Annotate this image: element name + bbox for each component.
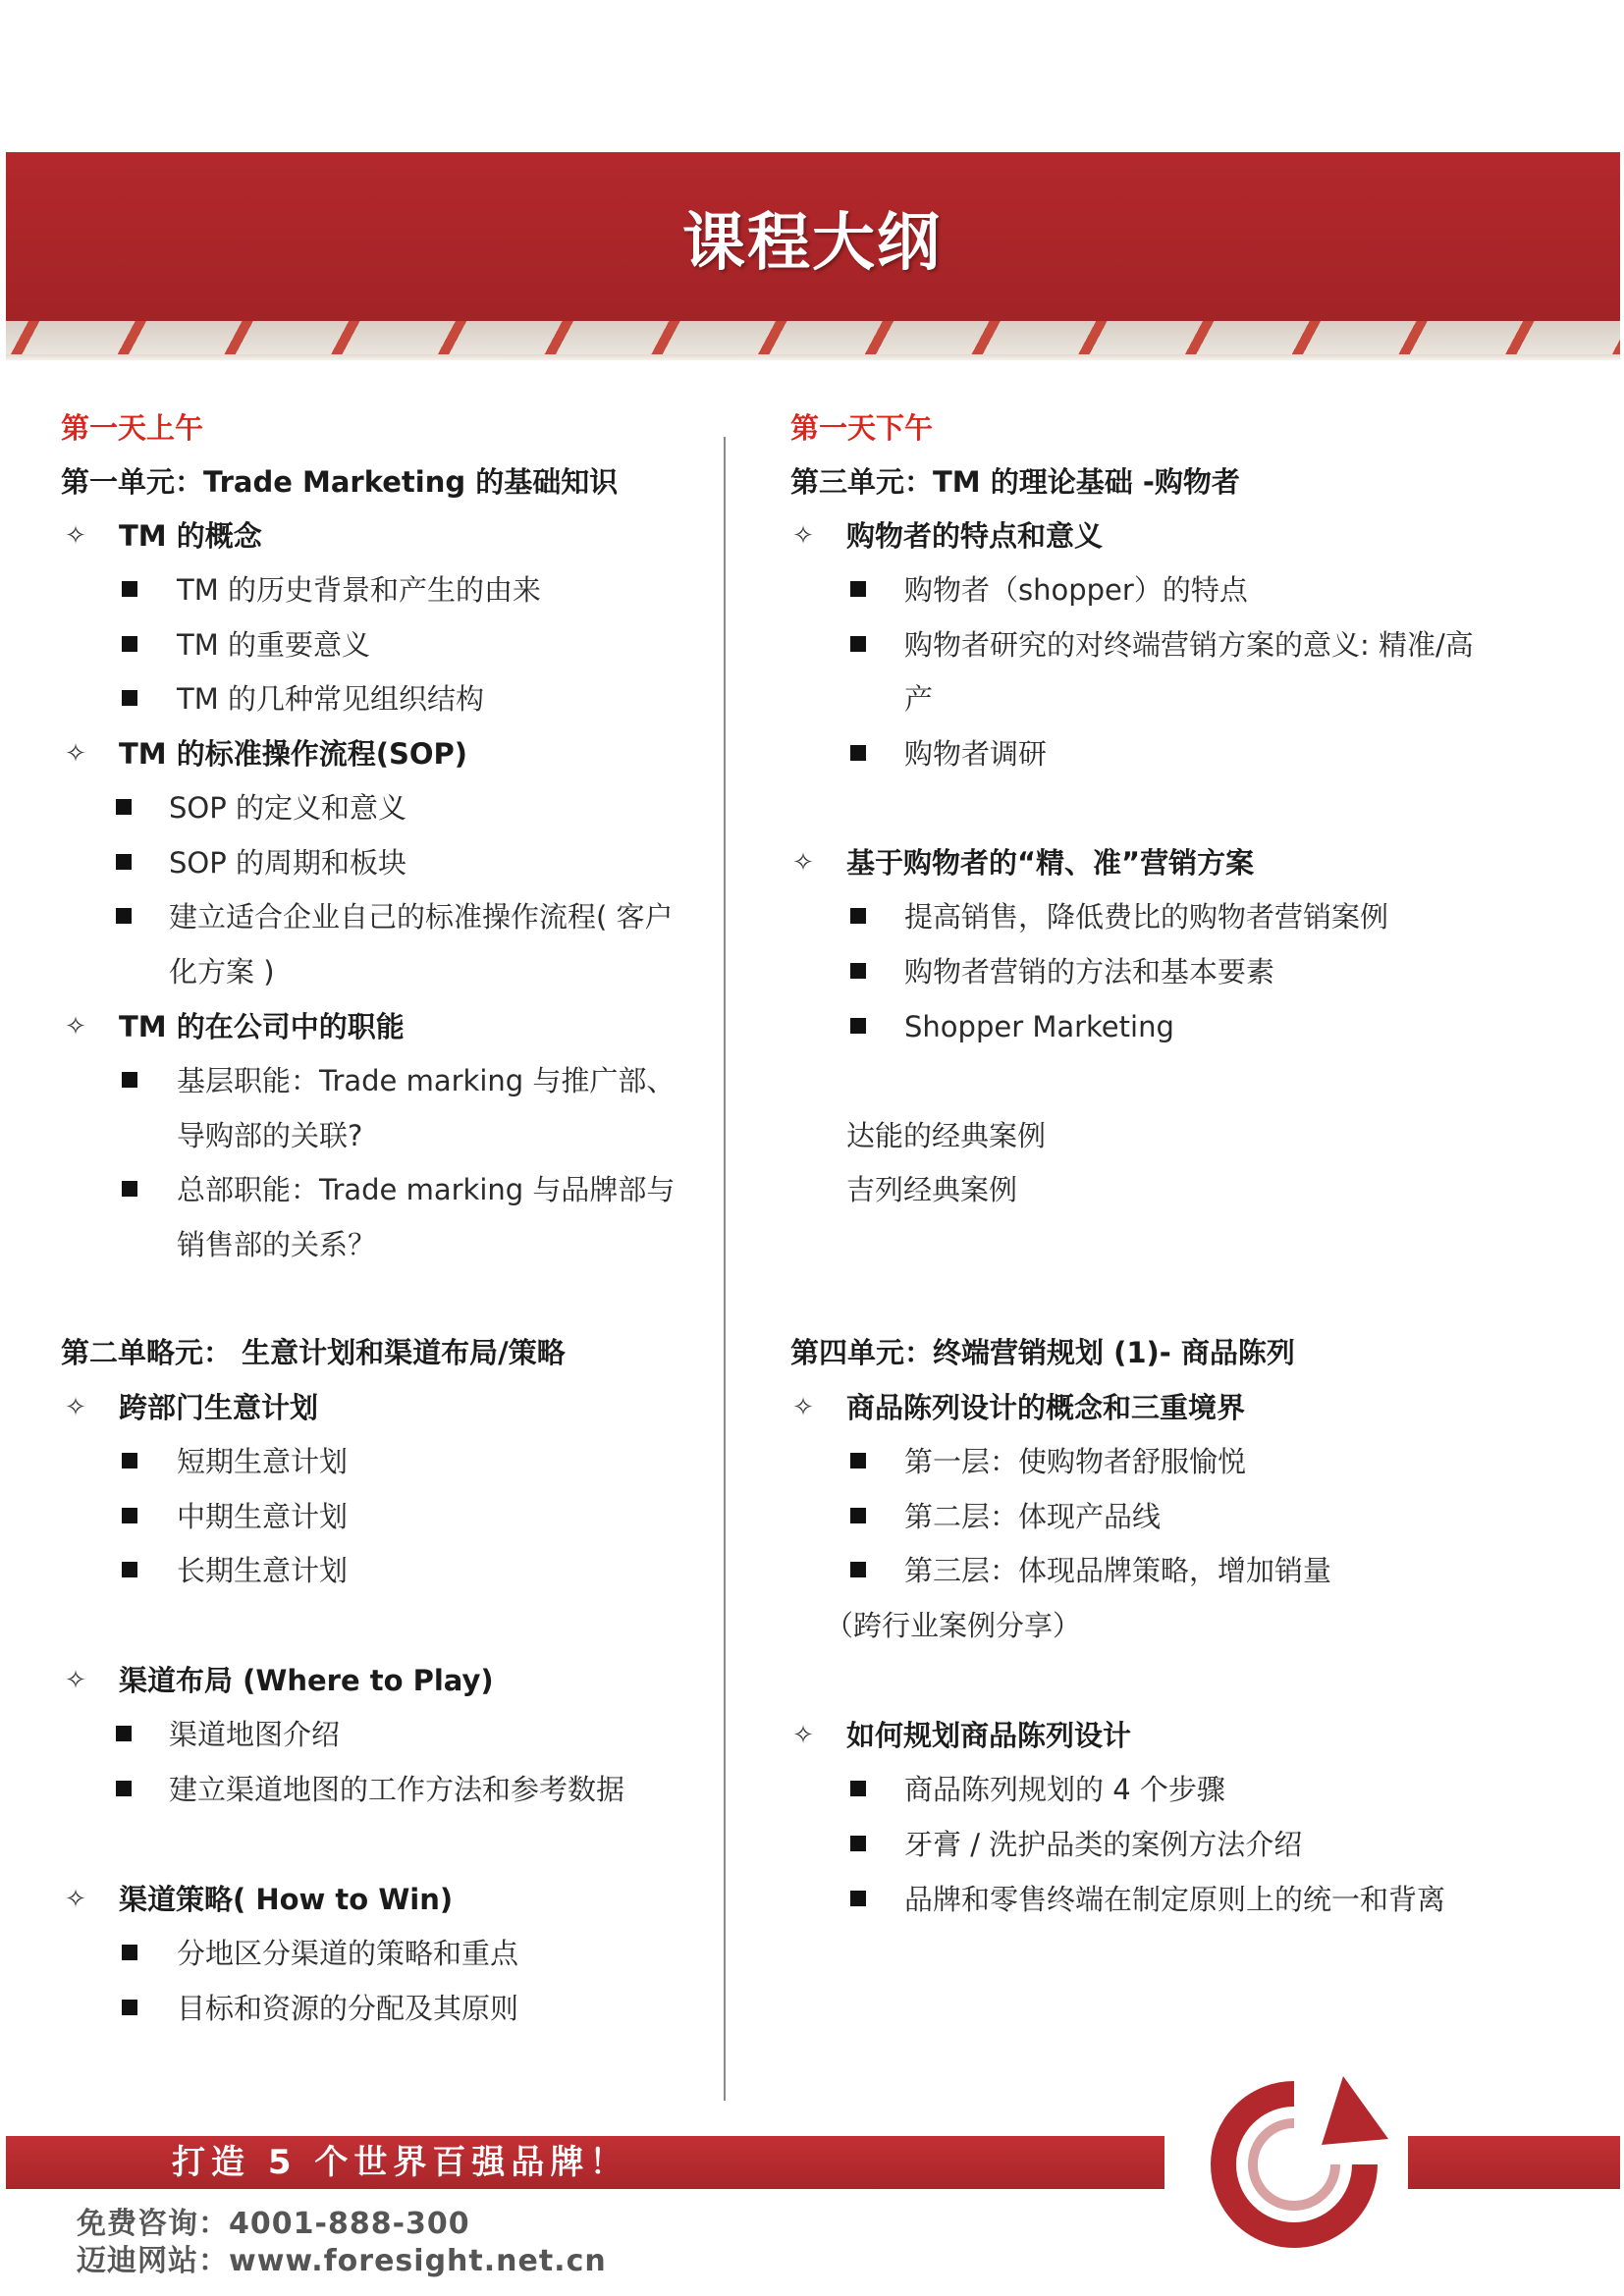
list-item: 第三层：体现品牌策略，增加销量 [904,1554,1332,1587]
list-item: 分地区分渠道的策略和重点 [177,1937,519,1970]
diamond-star-icon: ✧ [65,1885,86,1914]
list-item: 基层职能：Trade marking 与推广部、 [177,1064,676,1097]
diamond-star-icon: ✧ [792,848,814,878]
unit2-topic-1: 跨部门生意计划 [119,1391,319,1424]
list-item-continued: 销售部的关系？ [177,1228,377,1261]
unit4-topic-2: 如何规划商品陈列设计 [846,1719,1132,1752]
square-bullet-icon [116,799,132,815]
square-bullet-icon [850,908,866,924]
footer-website: 迈迪网站：www.foresight.net.cn [77,2244,607,2278]
square-bullet-icon [850,1562,866,1577]
right-day-heading: 第一天下午 [790,411,934,445]
unit2-title: 第二单略元： 生意计划和渠道布局/策略 [61,1336,566,1369]
unit3-title: 第三单元：TM 的理论基础 -购物者 [790,465,1240,499]
unit4-title: 第四单元：终端营销规划 (1)- 商品陈列 [790,1336,1295,1369]
list-item: SOP 的定义和意义 [169,791,406,825]
unit1-topic-3: TM 的在公司中的职能 [119,1010,405,1043]
diamond-star-icon: ✧ [65,1012,86,1041]
list-item: 中期生意计划 [177,1500,349,1533]
square-bullet-icon [122,636,137,652]
square-bullet-icon [850,1453,866,1468]
case-item: 吉列经典案例 [846,1173,1018,1206]
diamond-star-icon: ✧ [65,521,86,551]
square-bullet-icon [850,1891,866,1906]
diamond-star-icon: ✧ [65,1666,86,1695]
list-item: 第二层：体现产品线 [904,1500,1162,1533]
unit1-topic-1: TM 的概念 [119,519,262,553]
list-item: 购物者（shopper）的特点 [904,573,1248,607]
list-item: TM 的几种常见组织结构 [177,682,484,716]
list-item: 第一层：使购物者舒服愉悦 [904,1445,1247,1478]
list-item: 购物者调研 [904,737,1048,771]
list-item: 购物者营销的方法和基本要素 [904,955,1275,988]
square-bullet-icon [116,1726,132,1741]
square-bullet-icon [116,854,132,870]
left-day-heading: 第一天上午 [61,411,204,445]
list-item: 提高销售，降低费比的购物者营销案例 [904,900,1389,934]
unit3-topic-2: 基于购物者的“精、准”营销方案 [846,846,1255,880]
footer-bar-right [1408,2136,1620,2189]
list-item: 渠道地图介绍 [169,1718,341,1751]
list-item-continued: 化方案 ) [169,955,275,988]
unit4-topic-1: 商品陈列设计的概念和三重境界 [846,1391,1246,1424]
list-item: SOP 的周期和板块 [169,846,406,880]
list-item: 建立渠道地图的工作方法和参考数据 [169,1773,625,1806]
list-item: 品牌和零售终端在制定原则上的统一和背离 [904,1883,1446,1916]
list-item: 总部职能：Trade marking 与品牌部与 [177,1173,676,1206]
diamond-star-icon: ✧ [792,1393,814,1422]
square-bullet-icon [116,908,132,924]
list-item: 短期生意计划 [177,1445,349,1478]
list-item: 目标和资源的分配及其原则 [177,1992,519,2025]
square-bullet-icon [122,690,137,706]
unit3-topic-1: 购物者的特点和意义 [846,519,1104,553]
list-item: TM 的重要意义 [177,628,370,662]
diamond-star-icon: ✧ [65,739,86,769]
column-divider [724,437,726,2101]
case-note: （跨行业案例分享） [825,1609,1082,1642]
footer-slogan: 打造 5 个世界百强品牌！ [172,2143,629,2182]
unit2-topic-2: 渠道布局 (Where to Play) [119,1664,494,1697]
diamond-star-icon: ✧ [792,1721,814,1750]
square-bullet-icon [850,636,866,652]
diamond-star-icon: ✧ [792,521,814,551]
footer-phone: 免费咨询：4001-888-300 [77,2207,470,2241]
unit1-title: 第一单元：Trade Marketing 的基础知识 [61,465,619,499]
list-item: 建立适合企业自己的标准操作流程( 客户 [169,900,674,934]
square-bullet-icon [850,581,866,597]
square-bullet-icon [850,963,866,979]
decorative-stripes [6,321,1620,360]
square-bullet-icon [116,1781,132,1796]
list-item: TM 的历史背景和产生的由来 [177,573,541,607]
square-bullet-icon [850,1836,866,1851]
square-bullet-icon [122,1508,137,1523]
circular-arrow-logo-icon [1196,2066,1392,2263]
square-bullet-icon [122,1072,137,1088]
list-item: Shopper Marketing [904,1010,1174,1043]
case-item: 达能的经典案例 [846,1119,1047,1152]
square-bullet-icon [850,1781,866,1796]
unit1-topic-2: TM 的标准操作流程(SOP) [119,737,468,771]
list-item-continued: 产 [904,682,934,716]
page-title: 课程大纲 [682,207,942,280]
square-bullet-icon [122,1562,137,1577]
list-item-continued: 导购部的关联? [177,1119,363,1152]
square-bullet-icon [122,581,137,597]
square-bullet-icon [122,1945,137,1960]
list-item: 购物者研究的对终端营销方案的意义: 精准/高 [904,628,1474,662]
list-item: 长期生意计划 [177,1554,349,1587]
square-bullet-icon [850,745,866,761]
list-item: 商品陈列规划的 4 个步骤 [904,1773,1225,1806]
square-bullet-icon [122,1181,137,1197]
square-bullet-icon [122,1453,137,1468]
square-bullet-icon [850,1018,866,1034]
unit2-topic-3: 渠道策略( How to Win) [119,1883,454,1916]
square-bullet-icon [122,2000,137,2015]
diamond-star-icon: ✧ [65,1393,86,1422]
square-bullet-icon [850,1508,866,1523]
list-item: 牙膏 / 洗护品类的案例方法介绍 [904,1828,1303,1861]
